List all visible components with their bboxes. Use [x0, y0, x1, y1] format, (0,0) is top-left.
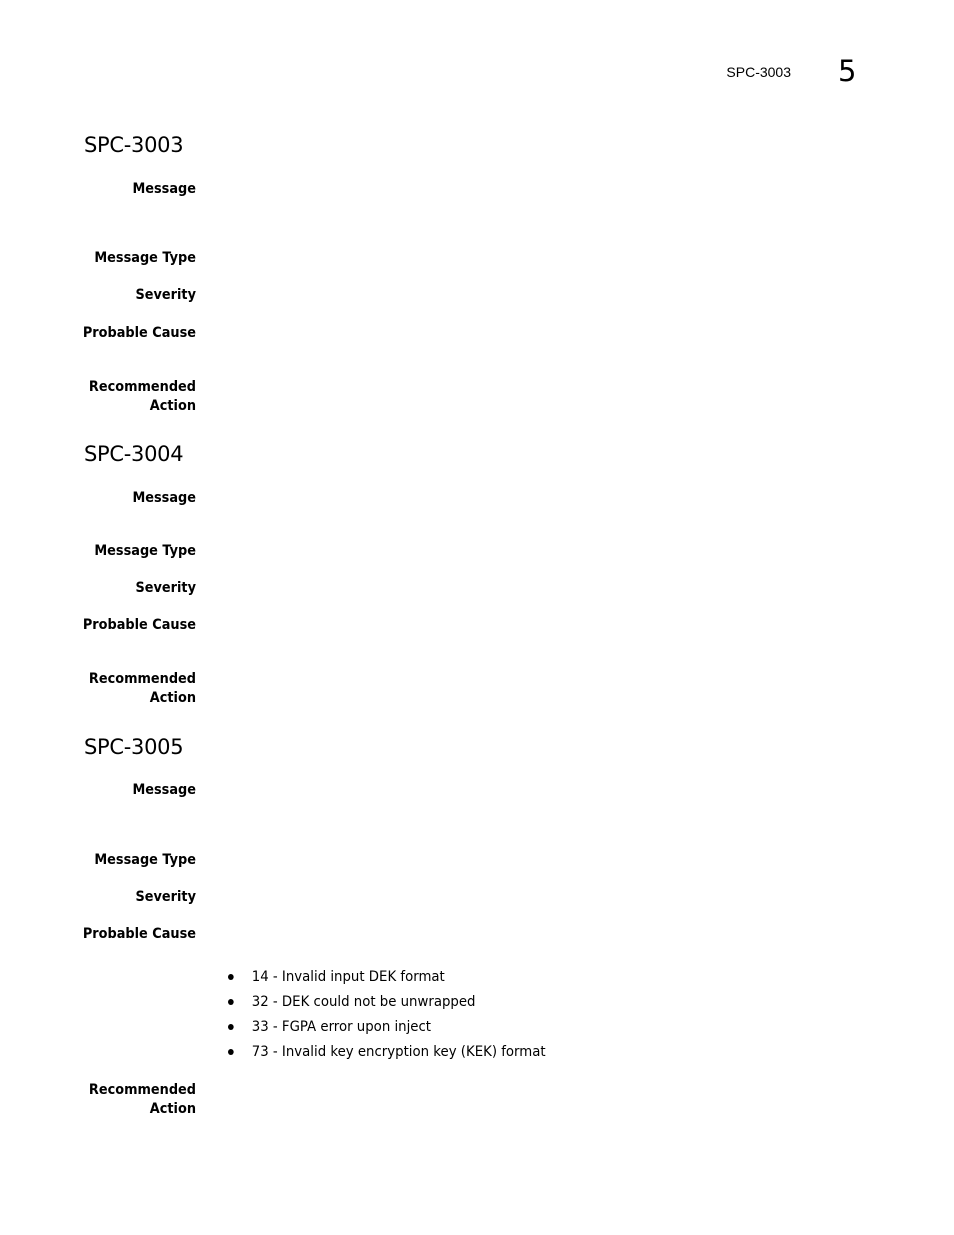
list-item: [228, 1042, 546, 1067]
bullet-icon: [228, 1024, 234, 1030]
list-item: [228, 967, 546, 992]
chapter-number: 5: [838, 54, 857, 88]
label-message-type: Message Type: [94, 250, 196, 266]
label-recommended-action-line-2: Action: [149, 1101, 196, 1117]
list-item-text: 33 - FGPA error upon inject: [251, 1019, 432, 1035]
bullet-icon: [228, 974, 234, 980]
list-item-text: 14 - Invalid input DEK format: [251, 969, 445, 985]
probable-cause-list: [228, 967, 562, 1067]
label-message-type: Message Type: [94, 543, 196, 559]
running-header-title: SPC-3003: [726, 64, 791, 80]
label-probable-cause: Probable Cause: [82, 926, 196, 942]
label-message: Message: [132, 490, 196, 506]
label-message-type: Message Type: [94, 852, 196, 868]
list-item: [228, 992, 546, 1017]
label-severity: Severity: [135, 287, 196, 303]
section-title-spc-3004: SPC-3004: [84, 442, 184, 466]
label-recommended-action-line-2: Action: [149, 690, 196, 706]
label-recommended-action: [67, 670, 196, 708]
label-probable-cause: Probable Cause: [82, 325, 196, 341]
label-recommended-action-line-1: Recommended: [88, 1082, 196, 1098]
bullet-icon: [228, 999, 234, 1005]
list-item-text: 32 - DEK could not be unwrapped: [251, 994, 476, 1010]
label-recommended-action-line-2: Action: [149, 398, 196, 414]
label-recommended-action: [67, 378, 196, 416]
label-probable-cause: Probable Cause: [82, 617, 196, 633]
section-title-spc-3005: SPC-3005: [84, 735, 184, 759]
label-severity: Severity: [135, 889, 196, 905]
label-recommended-action: [67, 1081, 196, 1119]
label-recommended-action-line-1: Recommended: [88, 671, 196, 687]
bullet-icon: [228, 1049, 234, 1055]
label-message: Message: [132, 181, 196, 197]
section-title-spc-3003: SPC-3003: [84, 133, 184, 157]
label-message: Message: [132, 782, 196, 798]
list-item-text: 73 - Invalid key encryption key (KEK) format: [251, 1044, 546, 1060]
label-severity: Severity: [135, 580, 196, 596]
label-recommended-action-line-1: Recommended: [88, 379, 196, 395]
list-item: [228, 1017, 546, 1042]
